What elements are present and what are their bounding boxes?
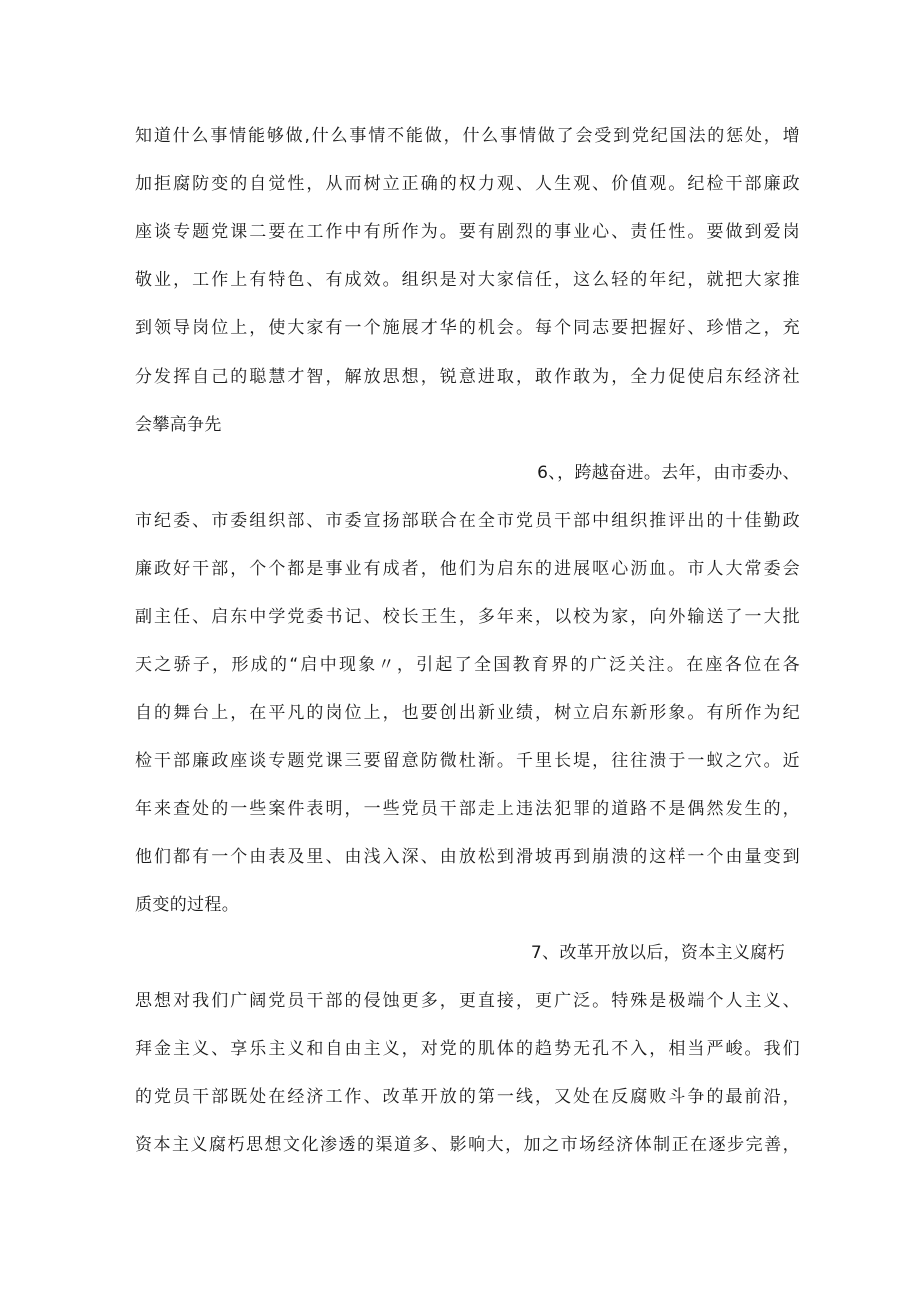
text-line: 年来查处的一些案件表明，一些党员干部走上违法犯罪的道路不是偶然发生的，	[135, 799, 800, 819]
text-line: 座谈专题党课二要在工作中有所作为。要有剧烈的事业心、责任性。要做到爱岗	[135, 222, 800, 242]
section-heading-7: 7、改革开放以后，资本主义腐朽	[530, 943, 785, 963]
text-line: 敬业，工作上有特色、有成效。组织是对大家信任，这么轻的年纪，就把大家推	[135, 270, 800, 290]
text-line: 思想对我们广阔党员干部的侵蚀更多，更直接，更广泛。特殊是极端个人主义、	[135, 991, 800, 1011]
text-line: 他们都有一个由表及里、由浅入深、由放松到滑坡再到崩溃的这样一个由量变到	[135, 847, 800, 867]
text-line: 廉政好干部，个个都是事业有成者，他们为启东的进展呕心沥血。市人大常委会	[135, 559, 800, 579]
text-line: 的党员干部既处在经济工作、改革开放的第一线，又处在反腐败斗争的最前沿，	[135, 1087, 800, 1107]
text-line: 副主任、启东中学党委书记、校长王生，多年来，以校为家，向外输送了一大批	[135, 607, 800, 627]
text-line: 检干部廉政座谈专题党课三要留意防微杜渐。千里长堤，往往溃于一蚁之穴。近	[135, 751, 800, 771]
section-heading-6: 6、，跨越奋进。去年，由市委办、	[537, 463, 800, 483]
text-line: 资本主义腐朽思想文化渗透的渠道多、影响大，加之市场经济体制正在逐步完善，	[135, 1135, 800, 1155]
text-line: 市纪委、市委组织部、市委宣扬部联合在全市党员干部中组织推评出的十佳勤政	[135, 511, 800, 531]
text-line: 到领导岗位上，使大家有一个施展才华的机会。每个同志要把握好、珍惜之，充	[135, 318, 800, 338]
text-line: 拜金主义、享乐主义和自由主义，对党的肌体的趋势无孔不入，相当严峻。我们	[135, 1039, 800, 1059]
text-line: 天之骄子，形成的“启中现象〃，引起了全国教育界的广泛关注。在座各位在各	[135, 655, 800, 675]
text-line: 自的舞台上，在平凡的岗位上，也要创出新业绩，树立启东新形象。有所作为纪	[135, 703, 800, 723]
text-line: 加拒腐防变的自觉性，从而树立正确的权力观、人生观、价值观。纪检干部廉政	[135, 174, 800, 194]
text-line: 会攀高争先	[135, 415, 222, 435]
text-line: 分发挥自己的聪慧才智，解放思想，锐意进取，敢作敢为，全力促使启东经济社	[135, 367, 800, 387]
text-line: 知道什么事情能够做,什么事情不能做，什么事情做了会受到党纪国法的惩处，增	[135, 126, 800, 146]
text-line: 质变的过程。	[135, 895, 240, 915]
